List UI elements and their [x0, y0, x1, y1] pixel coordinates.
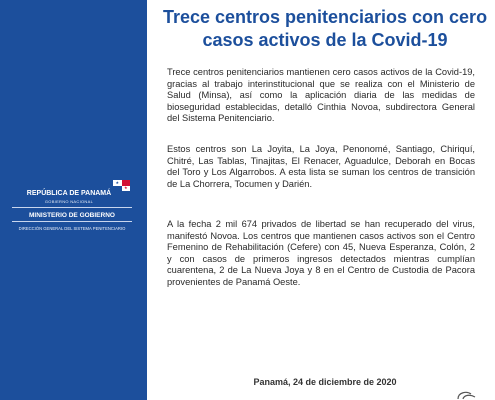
republic-title: REPÚBLICA DE PANAMÁ	[26, 190, 112, 197]
article-headline: Trece centros penitenciarios con cero casos activos de la Covid-19	[162, 7, 488, 50]
ministry-title: MINISTERIO DE GOBIERNO	[29, 212, 115, 219]
sidebar-panel	[0, 0, 147, 400]
divider-top	[12, 207, 132, 208]
article-paragraph-2: Estos centros son La Joyita, La Joya, Penonomé, Santiago, Chiriquí, Chitré, Las Tablas, Tinajitas, El Renacer, Aguadulce, Deborah en Bocas del Toro y Los Algarrobos. A esta lista se suman los centros de transición de La Chorrera, Tocumen y Darién.	[167, 144, 475, 189]
article-dateline: Panamá, 24 de diciembre de 2020	[253, 377, 397, 387]
article-paragraph-1: Trece centros penitenciarios mantienen cero casos activos de la Covid-19, gracias al trabajo interinstitucional que se realiza con el Ministerio de Salud (Minsa), así como la aplicación diaria de las medidas de bioseguridad establecidas, detalló Cinthia Novoa, subdirectora General del Sistema Penitenciario.	[167, 67, 475, 124]
divider-bottom	[12, 221, 132, 222]
ministry-subtitle: DIRECCIÓN GENERAL DEL SISTEMA PENITENCIARIO	[18, 226, 126, 231]
page-corner-logo-icon	[455, 390, 481, 400]
flag-blue-star: ★	[115, 180, 120, 185]
republic-subtitle: GOBIERNO NACIONAL	[44, 199, 94, 204]
flag-red-star: ★	[124, 185, 128, 190]
article-paragraph-3: A la fecha 2 mil 674 privados de libertad se han recuperado del virus, manifestó Novoa. Los centros que mantienen casos activos son el Centro Femenino de Rehabilitación (Cefere) con 45, Nueva Esperanza, Colón, 2 y con casos de primeros ingresos detectados mientras cumplían cuarentena, 2 de La Nueva Joya y 8 en el Centro de Custodia de Pacora provenientes de Panamá Oeste.	[167, 219, 475, 287]
